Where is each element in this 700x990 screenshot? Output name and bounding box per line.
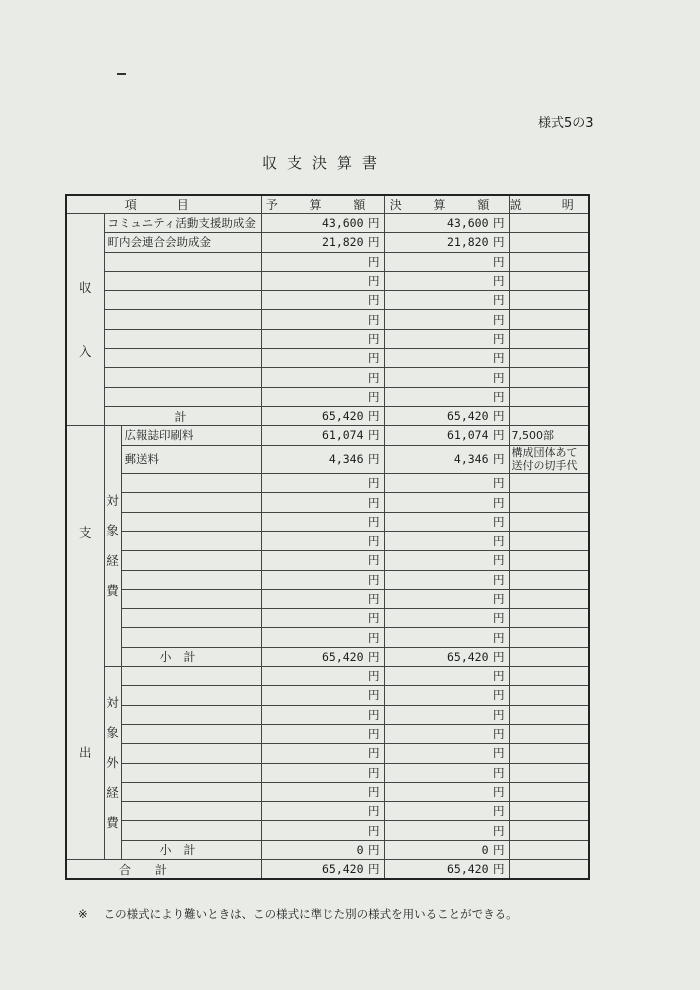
target-remarks (509, 512, 589, 531)
target-budget (261, 609, 384, 628)
yen-unit: 円 (368, 370, 380, 385)
target-actual (384, 609, 509, 628)
target-actual (384, 426, 509, 445)
yen-unit: 円 (368, 293, 380, 308)
non-target-subtotal-budget-value: 0 (356, 842, 364, 857)
target-remarks (509, 493, 589, 512)
income-budget (261, 368, 384, 387)
target-remarks (509, 474, 589, 493)
target-budget (261, 589, 384, 608)
income-budget-value: 43,600 (321, 216, 364, 231)
yen-unit: 円 (368, 254, 380, 269)
yen-unit: 円 (493, 452, 505, 467)
target-actual (384, 512, 509, 531)
non-target-actual (384, 782, 509, 801)
income-row (66, 291, 589, 310)
target-remarks: 構成団体あて送付の切手代 (509, 445, 589, 474)
non-target-remarks (509, 705, 589, 724)
yen-unit: 円 (493, 409, 505, 424)
yen-unit: 円 (368, 389, 380, 404)
footnote (78, 906, 518, 922)
form-number: 様式5の3 (538, 116, 594, 131)
yen-unit: 円 (368, 862, 380, 877)
income-budget (261, 233, 384, 252)
yen-unit: 円 (493, 688, 505, 703)
income-item-name (104, 387, 261, 406)
non-target-subtotal-actual (384, 840, 509, 859)
target-expense-row (66, 628, 589, 647)
yen-unit: 円 (368, 428, 380, 443)
target-subtotal-budget (261, 647, 384, 666)
income-remarks (509, 291, 589, 310)
yen-unit: 円 (368, 804, 380, 819)
target-subtotal-budget-value: 65,420 (321, 649, 364, 664)
yen-unit: 円 (368, 707, 380, 722)
income-item-name (104, 368, 261, 387)
non-target-remarks (509, 802, 589, 821)
income-item-name: コミュニティ活動支援助成金 (104, 214, 261, 233)
non-target-item-name (121, 782, 261, 801)
yen-unit: 円 (493, 534, 505, 549)
income-row (66, 233, 589, 252)
target-remarks (509, 609, 589, 628)
target-expense-row (66, 551, 589, 570)
header-item: 項 目 (66, 195, 261, 214)
yen-unit: 円 (368, 216, 380, 231)
income-budget (261, 252, 384, 271)
target-expense-row (66, 512, 589, 531)
yen-unit: 円 (493, 331, 505, 346)
target-subtotal-row (66, 647, 589, 666)
grand-total-actual (384, 860, 509, 880)
income-budget (261, 387, 384, 406)
non-target-budget (261, 763, 384, 782)
non-target-budget (261, 782, 384, 801)
target-budget (261, 628, 384, 647)
yen-unit: 円 (493, 862, 505, 877)
yen-unit: 円 (493, 370, 505, 385)
non-target-expense-row (66, 724, 589, 743)
budget-table (65, 194, 590, 880)
income-remarks (509, 368, 589, 387)
non-target-actual (384, 821, 509, 840)
yen-unit: 円 (493, 216, 505, 231)
grand-total-label: 合 計 (66, 860, 261, 880)
yen-unit: 円 (368, 688, 380, 703)
non-target-subtotal-budget (261, 840, 384, 859)
yen-unit: 円 (368, 823, 380, 838)
target-budget (261, 474, 384, 493)
income-row (66, 349, 589, 368)
target-subtotal-label: 小 計 (121, 647, 261, 666)
document-title: 収支決算書 (262, 154, 388, 172)
target-item-name (121, 628, 261, 647)
target-budget (261, 426, 384, 445)
income-remarks (509, 387, 589, 406)
yen-unit: 円 (493, 476, 505, 491)
header-budget: 予 算 額 (261, 195, 384, 214)
yen-unit: 円 (368, 630, 380, 645)
target-budget (261, 531, 384, 550)
non-target-actual (384, 705, 509, 724)
yen-unit: 円 (493, 274, 505, 289)
grand-total-budget (261, 860, 384, 880)
income-item-name (104, 252, 261, 271)
income-budget (261, 310, 384, 329)
income-item-name: 町内会連合会助成金 (104, 233, 261, 252)
income-total-row (66, 406, 589, 425)
note-text: この様式により難いときは、この様式に準じた別の様式を用いることができる。 (103, 907, 518, 921)
yen-unit: 円 (493, 669, 505, 684)
yen-unit: 円 (493, 293, 505, 308)
income-actual (384, 291, 509, 310)
yen-unit: 円 (368, 312, 380, 327)
yen-unit: 円 (493, 235, 505, 250)
grand-total-actual-value: 65,420 (446, 862, 489, 877)
yen-unit: 円 (493, 746, 505, 761)
target-item-name (121, 570, 261, 589)
income-actual (384, 349, 509, 368)
yen-unit: 円 (493, 495, 505, 510)
yen-unit: 円 (368, 553, 380, 568)
target-expense-row (66, 531, 589, 550)
yen-unit: 円 (493, 804, 505, 819)
non-target-item-name (121, 686, 261, 705)
income-total-remarks (509, 406, 589, 425)
target-remarks (509, 531, 589, 550)
income-item-name (104, 349, 261, 368)
non-target-budget (261, 686, 384, 705)
non-target-remarks (509, 821, 589, 840)
yen-unit: 円 (368, 842, 380, 857)
income-remarks (509, 271, 589, 290)
yen-unit: 円 (368, 784, 380, 799)
non-target-subtotal-label: 小 計 (121, 840, 261, 859)
target-budget (261, 512, 384, 531)
income-item-name (104, 310, 261, 329)
target-subtotal-remarks (509, 647, 589, 666)
non-target-budget (261, 744, 384, 763)
yen-unit: 円 (493, 765, 505, 780)
target-item-name (121, 609, 261, 628)
target-expense-row (66, 609, 589, 628)
target-budget-value: 61,074 (321, 428, 364, 443)
income-item-name (104, 291, 261, 310)
non-target-budget (261, 667, 384, 686)
target-expense-label: 対 象 経 費 (104, 426, 121, 667)
yen-unit: 円 (368, 235, 380, 250)
non-target-remarks (509, 686, 589, 705)
yen-unit: 円 (493, 312, 505, 327)
yen-unit: 円 (493, 428, 505, 443)
grand-total-budget-value: 65,420 (321, 862, 364, 877)
target-budget (261, 551, 384, 570)
yen-unit: 円 (493, 823, 505, 838)
yen-unit: 円 (493, 514, 505, 529)
target-expense-row (66, 493, 589, 512)
non-target-budget (261, 821, 384, 840)
yen-unit: 円 (368, 746, 380, 761)
yen-unit: 円 (368, 611, 380, 626)
income-remarks (509, 233, 589, 252)
target-item-name: 広報誌印刷料 (121, 426, 261, 445)
non-target-actual (384, 802, 509, 821)
grand-total-row (66, 860, 589, 880)
income-actual (384, 387, 509, 406)
non-target-item-name (121, 802, 261, 821)
non-target-actual (384, 686, 509, 705)
non-target-remarks (509, 744, 589, 763)
target-remarks (509, 551, 589, 570)
target-actual (384, 589, 509, 608)
yen-unit: 円 (368, 331, 380, 346)
non-target-expense-row (66, 705, 589, 724)
target-expense-row (66, 445, 589, 474)
target-item-name (121, 589, 261, 608)
income-actual-value: 43,600 (446, 216, 489, 231)
income-actual (384, 252, 509, 271)
non-target-item-name (121, 667, 261, 686)
target-expense-row (66, 589, 589, 608)
income-remarks (509, 349, 589, 368)
target-actual (384, 493, 509, 512)
income-remarks (509, 310, 589, 329)
yen-unit: 円 (368, 765, 380, 780)
non-target-expense-row (66, 744, 589, 763)
yen-unit: 円 (368, 452, 380, 467)
income-actual (384, 329, 509, 348)
target-expense-row (66, 474, 589, 493)
income-total-label: 計 (104, 406, 261, 425)
target-actual (384, 531, 509, 550)
non-target-item-name (121, 705, 261, 724)
income-total-budget (261, 406, 384, 425)
income-remarks (509, 329, 589, 348)
yen-unit: 円 (493, 842, 505, 857)
yen-unit: 円 (368, 514, 380, 529)
yen-unit: 円 (493, 351, 505, 366)
non-target-expense-row (66, 763, 589, 782)
yen-unit: 円 (368, 534, 380, 549)
grand-total-remarks (509, 860, 589, 880)
non-target-subtotal-remarks (509, 840, 589, 859)
yen-unit: 円 (493, 591, 505, 606)
non-target-expense-row (66, 782, 589, 801)
income-actual (384, 271, 509, 290)
target-actual (384, 570, 509, 589)
yen-unit: 円 (368, 409, 380, 424)
target-subtotal-actual (384, 647, 509, 666)
target-actual (384, 474, 509, 493)
target-budget (261, 445, 384, 474)
income-total-budget-value: 65,420 (321, 409, 364, 424)
target-item-name (121, 531, 261, 550)
target-actual (384, 445, 509, 474)
target-item-name (121, 551, 261, 570)
target-expense-row (66, 426, 589, 445)
yen-unit: 円 (493, 784, 505, 799)
yen-unit: 円 (493, 611, 505, 626)
target-remarks: 7,500部 (509, 426, 589, 445)
income-budget (261, 291, 384, 310)
income-budget (261, 349, 384, 368)
income-remarks (509, 214, 589, 233)
target-expense-row (66, 570, 589, 589)
non-target-remarks (509, 782, 589, 801)
non-target-actual (384, 724, 509, 743)
non-target-expense-row (66, 821, 589, 840)
target-budget (261, 493, 384, 512)
target-actual (384, 551, 509, 570)
income-actual-value: 21,820 (446, 235, 489, 250)
income-row (66, 252, 589, 271)
income-item-name (104, 271, 261, 290)
expense-section-label: 支 出 (66, 426, 104, 860)
non-target-subtotal-row (66, 840, 589, 859)
note-mark: ※ (78, 907, 88, 921)
yen-unit: 円 (368, 476, 380, 491)
income-remarks (509, 252, 589, 271)
non-target-item-name (121, 744, 261, 763)
non-target-actual (384, 763, 509, 782)
income-actual (384, 233, 509, 252)
target-actual-value: 61,074 (446, 428, 489, 443)
non-target-item-name (121, 763, 261, 782)
target-subtotal-actual-value: 65,420 (446, 649, 489, 664)
income-budget (261, 214, 384, 233)
target-budget-value: 4,346 (328, 452, 364, 467)
yen-unit: 円 (368, 572, 380, 587)
non-target-item-name (121, 724, 261, 743)
non-target-subtotal-actual-value: 0 (481, 842, 489, 857)
target-budget (261, 570, 384, 589)
income-budget (261, 271, 384, 290)
stray-mark (117, 73, 126, 75)
income-total-actual-value: 65,420 (446, 409, 489, 424)
target-remarks (509, 628, 589, 647)
target-item-name (121, 512, 261, 531)
target-item-name: 郵送料 (121, 445, 261, 474)
income-budget (261, 329, 384, 348)
non-target-remarks (509, 724, 589, 743)
header-row (66, 195, 589, 214)
non-target-expense-label: 対 象 外 経 費 (104, 667, 121, 860)
income-budget-value: 21,820 (321, 235, 364, 250)
non-target-remarks (509, 667, 589, 686)
yen-unit: 円 (493, 727, 505, 742)
non-target-expense-row (66, 802, 589, 821)
yen-unit: 円 (493, 389, 505, 404)
target-item-name (121, 493, 261, 512)
income-actual (384, 214, 509, 233)
yen-unit: 円 (493, 707, 505, 722)
non-target-budget (261, 705, 384, 724)
income-row (66, 214, 589, 233)
non-target-remarks (509, 763, 589, 782)
yen-unit: 円 (493, 649, 505, 664)
income-row (66, 271, 589, 290)
target-item-name (121, 474, 261, 493)
yen-unit: 円 (368, 591, 380, 606)
target-remarks (509, 570, 589, 589)
header-remarks: 説 明 (509, 195, 589, 214)
yen-unit: 円 (493, 254, 505, 269)
yen-unit: 円 (368, 351, 380, 366)
yen-unit: 円 (493, 572, 505, 587)
income-actual (384, 368, 509, 387)
yen-unit: 円 (493, 553, 505, 568)
non-target-expense-row (66, 667, 589, 686)
income-row (66, 329, 589, 348)
income-item-name (104, 329, 261, 348)
income-row (66, 387, 589, 406)
non-target-budget (261, 724, 384, 743)
target-actual (384, 628, 509, 647)
yen-unit: 円 (368, 727, 380, 742)
target-actual-value: 4,346 (453, 452, 489, 467)
income-section-label: 収 入 (66, 214, 104, 426)
non-target-actual (384, 667, 509, 686)
target-remarks (509, 589, 589, 608)
header-actual: 決 算 額 (384, 195, 509, 214)
income-row (66, 310, 589, 329)
non-target-item-name (121, 821, 261, 840)
yen-unit: 円 (493, 630, 505, 645)
income-actual (384, 310, 509, 329)
non-target-expense-row (66, 686, 589, 705)
yen-unit: 円 (368, 495, 380, 510)
non-target-budget (261, 802, 384, 821)
yen-unit: 円 (368, 649, 380, 664)
income-total-actual (384, 406, 509, 425)
yen-unit: 円 (368, 669, 380, 684)
income-row (66, 368, 589, 387)
non-target-actual (384, 744, 509, 763)
yen-unit: 円 (368, 274, 380, 289)
